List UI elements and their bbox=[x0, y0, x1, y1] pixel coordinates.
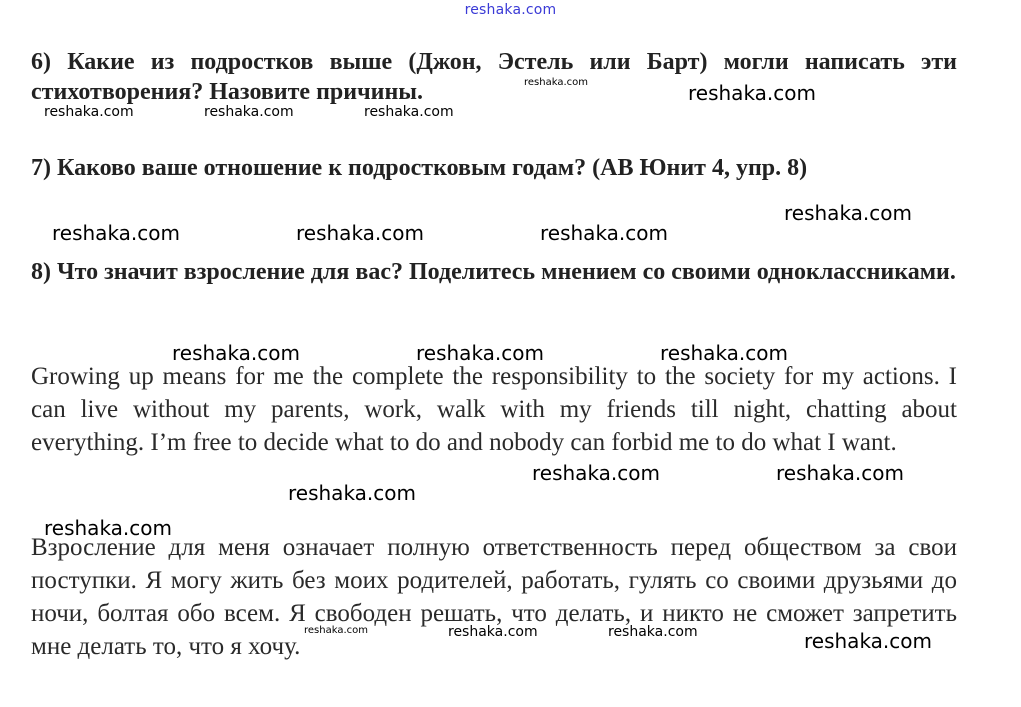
question-8: 8) Что значит взросление для вас? Поделитесь мнением со своими одноклассниками. bbox=[31, 259, 956, 285]
watermark: reshaka.com bbox=[44, 516, 172, 540]
watermark: reshaka.com bbox=[172, 341, 300, 365]
watermark: reshaka.com bbox=[304, 625, 368, 636]
site-header: reshaka.com bbox=[464, 2, 557, 18]
watermark: reshaka.com bbox=[532, 461, 660, 485]
watermark: reshaka.com bbox=[416, 341, 544, 365]
watermark: reshaka.com bbox=[288, 481, 416, 505]
watermark: reshaka.com bbox=[804, 629, 932, 653]
watermark: reshaka.com bbox=[204, 104, 294, 120]
watermark: reshaka.com bbox=[660, 341, 788, 365]
watermark: reshaka.com bbox=[44, 104, 134, 120]
watermark: reshaka.com bbox=[784, 201, 912, 225]
watermark: reshaka.com bbox=[52, 221, 180, 245]
watermark: reshaka.com bbox=[524, 77, 588, 88]
watermark: reshaka.com bbox=[296, 221, 424, 245]
question-7: 7) Каково ваше отношение к подростковым годам? (АВ Юнит 4, упр. 8) bbox=[31, 155, 808, 181]
answer-russian: Взросление для меня означает полную ответственность перед обществом за свои поступки. Я могу жить без моих родителей, работать, гулять со своими друзьями до ночи, болтая обо всем. Я свободен решать, что делать, и никто не сможет запретить мне делать то, что я хочу. bbox=[31, 534, 957, 660]
watermark: reshaka.com bbox=[448, 624, 538, 640]
watermark: reshaka.com bbox=[776, 461, 904, 485]
watermark: reshaka.com bbox=[540, 221, 668, 245]
watermark: reshaka.com bbox=[364, 104, 454, 120]
watermark: reshaka.com bbox=[688, 81, 816, 105]
answer-english: Growing up means for me the complete the responsibility to the society for my actions. I can live without my parents, work, walk with my friends till night, chatting about everything. I’m free to decide what to do and nobody can forbid me to do what I want. bbox=[31, 363, 957, 456]
watermark: reshaka.com bbox=[608, 624, 698, 640]
question-6: 6) Какие из подростков выше (Джон, Эстель или Барт) могли написать эти стихотворения? Назовите причины. bbox=[31, 49, 957, 105]
